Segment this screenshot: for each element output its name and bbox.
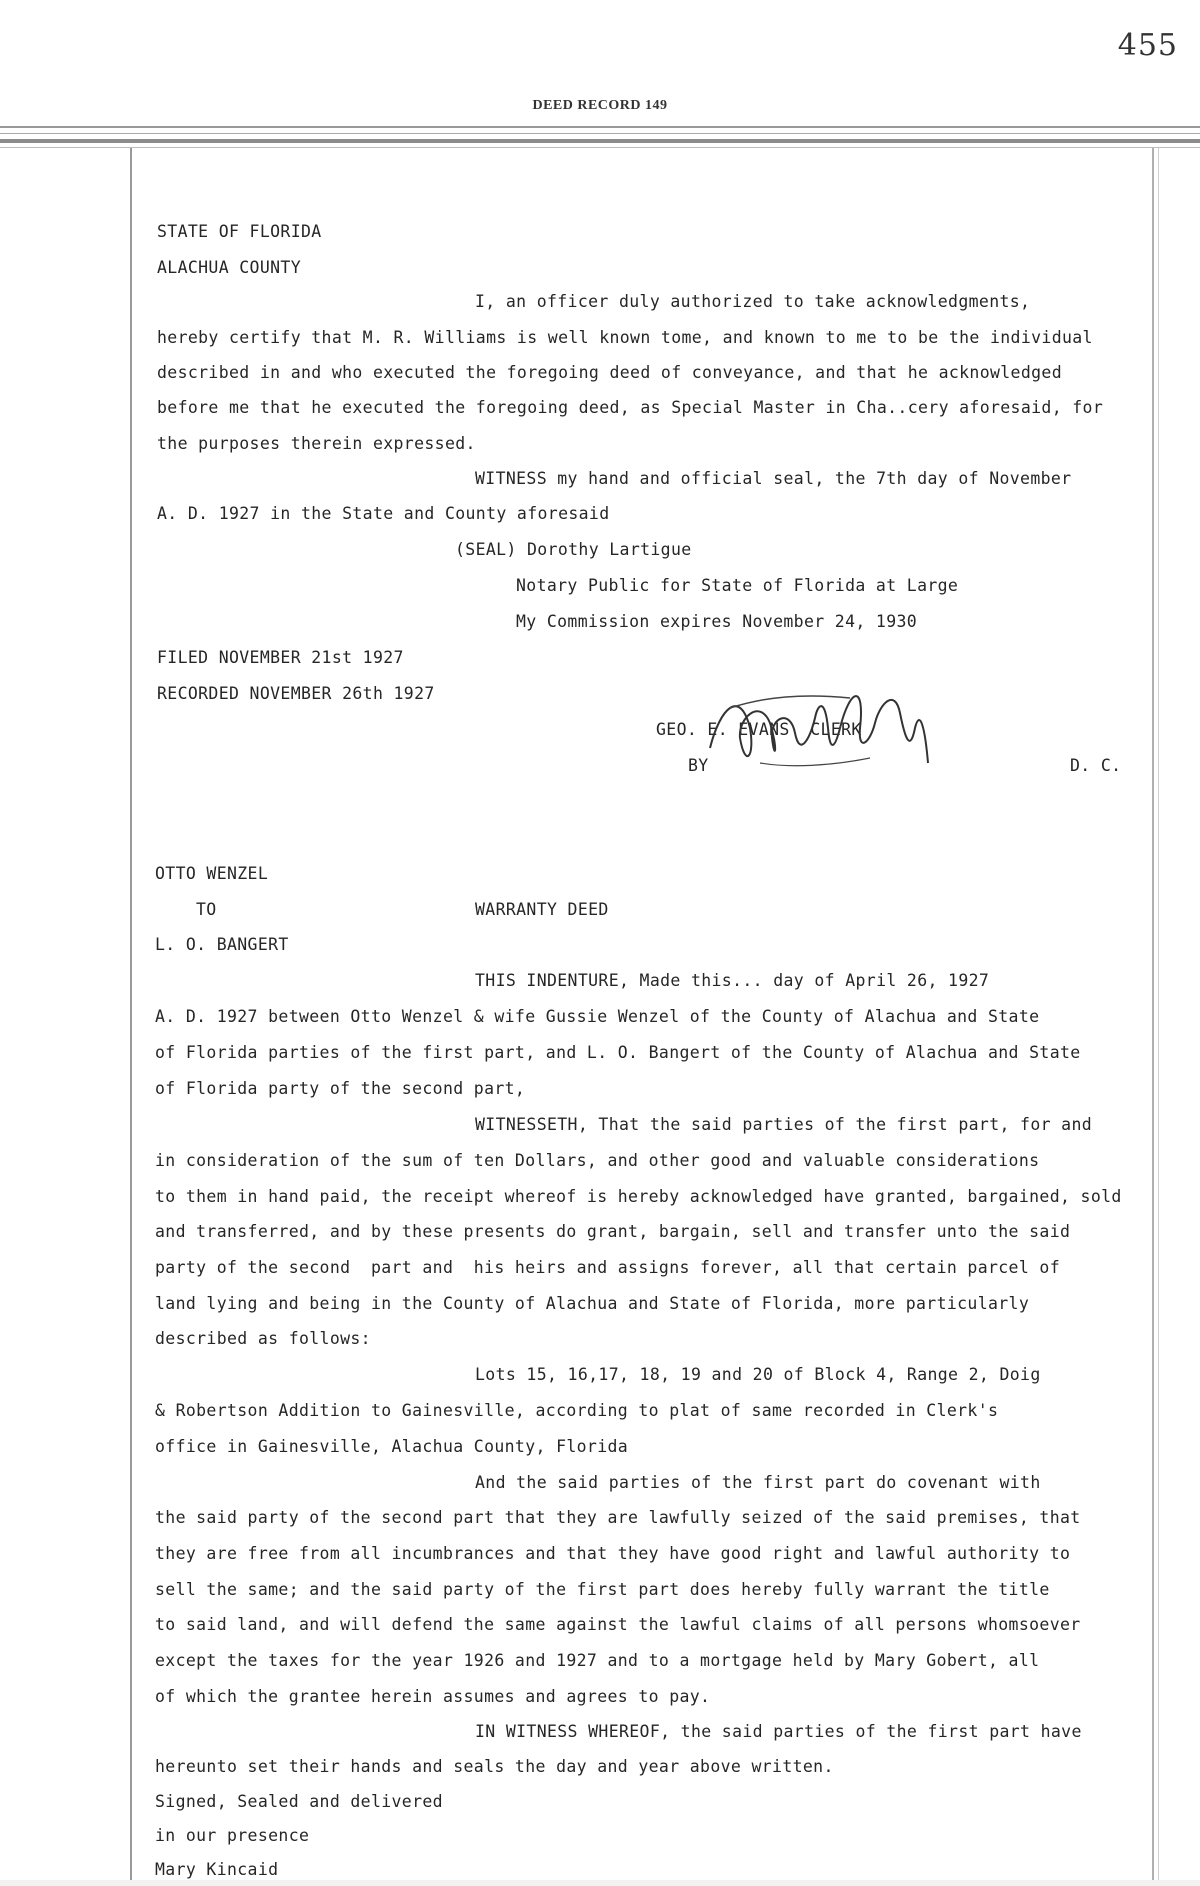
deed-line: described as follows: bbox=[155, 1329, 371, 1348]
witness-name: Mary Kincaid bbox=[155, 1860, 279, 1879]
commission-line: My Commission expires November 24, 1930 bbox=[516, 612, 918, 631]
clerk-line: GEO. E. EVANS CLERK bbox=[656, 720, 862, 739]
deed-line: and transferred, and by these presents do grant, bargain, sell and transfer unto the said bbox=[155, 1222, 1071, 1241]
deed-line: they are free from all incumbrances and that they have good right and lawful authority to bbox=[155, 1544, 1071, 1563]
ack-line: described in and who executed the foregoing deed of conveyance, and that he acknowledged bbox=[157, 363, 1062, 382]
deed-line: IN WITNESS WHEREOF, the said parties of the first part have bbox=[475, 1722, 1082, 1741]
grantor-name: OTTO WENZEL bbox=[155, 864, 269, 883]
page-number: 455 bbox=[1117, 28, 1178, 63]
state-heading: STATE OF FLORIDA bbox=[157, 222, 322, 241]
clerk-signature bbox=[700, 668, 940, 798]
ack-line: I, an officer duly authorized to take acknowledgments, bbox=[475, 292, 1031, 311]
deed-line: except the taxes for the year 1926 and 1927 and to a mortgage held by Mary Gobert, all bbox=[155, 1651, 1040, 1670]
property-description: Lots 15, 16,17, 18, 19 and 20 of Block 4, Range 2, Doig bbox=[475, 1365, 1041, 1384]
deed-line: in consideration of the sum of ten Dollars, and other good and valuable considerations bbox=[155, 1151, 1040, 1170]
deed-line: of Florida parties of the first part, and L. O. Bangert of the County of Alachua and State bbox=[155, 1043, 1081, 1062]
page-bottom-edge bbox=[0, 1880, 1200, 1886]
by-label: BY bbox=[688, 756, 709, 775]
ack-line: before me that he executed the foregoing deed, as Special Master in Cha..cery aforesaid, for bbox=[157, 398, 1104, 417]
ack-line: hereby certify that M. R. Williams is well known tome, and known to me to be the individual bbox=[157, 328, 1093, 347]
filed-date: FILED NOVEMBER 21st 1927 bbox=[157, 648, 404, 667]
deed-line: the said party of the second part that they are lawfully seized of the said premises, that bbox=[155, 1508, 1081, 1527]
notary-line: Notary Public for State of Florida at Large bbox=[516, 576, 959, 595]
deed-line: to said land, and will defend the same against the lawful claims of all persons whomsoever bbox=[155, 1615, 1081, 1634]
left-margin-line bbox=[130, 148, 132, 1886]
property-description: & Robertson Addition to Gainesville, according to plat of same recorded in Clerk's bbox=[155, 1401, 999, 1420]
deed-line: land lying and being in the County of Alachua and State of Florida, more particularly bbox=[155, 1294, 1030, 1313]
deed-line: to them in hand paid, the receipt whereof is hereby acknowledged have granted, bargained, sold bbox=[155, 1187, 1122, 1206]
header-rule bbox=[0, 126, 1200, 128]
record-book-title: DEED RECORD 149 bbox=[532, 98, 668, 113]
county-heading: ALACHUA COUNTY bbox=[157, 258, 301, 277]
to-label: TO bbox=[196, 900, 217, 919]
property-description: office in Gainesville, Alachua County, Florida bbox=[155, 1437, 629, 1456]
deed-line: A. D. 1927 between Otto Wenzel & wife Gussie Wenzel of the County of Alachua and State bbox=[155, 1007, 1040, 1026]
deed-line: THIS INDENTURE, Made this... day of April 26, 1927 bbox=[475, 971, 990, 990]
deed-line: hereunto set their hands and seals the day and year above written. bbox=[155, 1757, 834, 1776]
ack-line: A. D. 1927 in the State and County aforesaid bbox=[157, 504, 610, 523]
presence-line: in our presence bbox=[155, 1826, 310, 1845]
deed-type: WARRANTY DEED bbox=[475, 900, 609, 919]
header-rule bbox=[0, 133, 1200, 134]
deputy-clerk-label: D. C. bbox=[1070, 756, 1122, 775]
right-margin-line bbox=[1152, 148, 1154, 1886]
recorded-date: RECORDED NOVEMBER 26th 1927 bbox=[157, 684, 435, 703]
ack-line: the purposes therein expressed. bbox=[157, 434, 476, 453]
ack-line: WITNESS my hand and official seal, the 7th day of November bbox=[475, 469, 1072, 488]
signed-sealed-line: Signed, Sealed and delivered bbox=[155, 1792, 443, 1811]
deed-line: WITNESSETH, That the said parties of the first part, for and bbox=[475, 1115, 1093, 1134]
grantee-name: L. O. BANGERT bbox=[155, 935, 289, 954]
deed-line: And the said parties of the first part do covenant with bbox=[475, 1473, 1041, 1492]
deed-line: of Florida party of the second part, bbox=[155, 1079, 526, 1098]
right-margin-line bbox=[1158, 148, 1159, 1886]
deed-line: sell the same; and the said party of the first part does hereby fully warrant the title bbox=[155, 1580, 1050, 1599]
deed-line: party of the second part and his heirs and assigns forever, all that certain parcel of bbox=[155, 1258, 1060, 1277]
header-rule bbox=[0, 147, 1200, 148]
header-rule bbox=[0, 139, 1200, 143]
seal-line: (SEAL) Dorothy Lartigue bbox=[455, 540, 692, 559]
deed-line: of which the grantee herein assumes and agrees to pay. bbox=[155, 1687, 711, 1706]
